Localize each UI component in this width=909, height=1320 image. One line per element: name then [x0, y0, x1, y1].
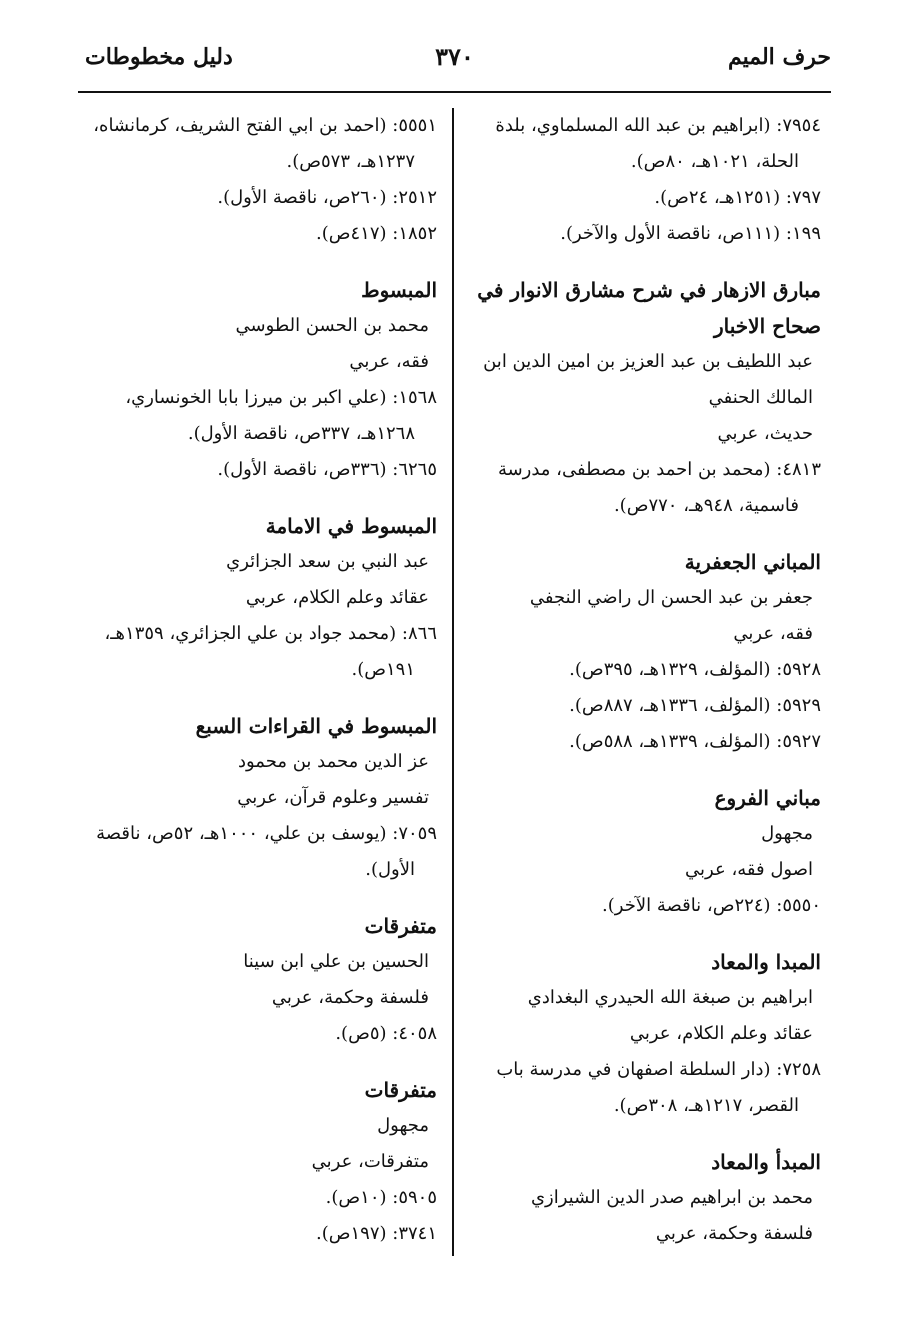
manuscript-copy: ٥٩٢٩: (المؤلف، ١٣٣٦هـ، ٨٨٧ص). [569, 695, 821, 716]
entry-title: متفرقات [364, 914, 437, 938]
catalog-entry [476, 272, 821, 524]
entry-subject: متفرقات، عربي [311, 1151, 429, 1172]
entry-subject: اصول فقه، عربي [685, 859, 813, 880]
catalog-entry [82, 908, 437, 1052]
manuscript-copy: ٥٩٠٥: (١٠ص). [325, 1187, 437, 1208]
manuscript-copy: ٥٩٢٧: (المؤلف، ١٣٣٩هـ، ٥٨٨ص). [569, 731, 821, 752]
manuscript-copy: ٤٠٥٨: (٥ص). [335, 1023, 437, 1044]
entry-author: عبد النبي بن سعد الجزائري [226, 551, 429, 572]
entry-title: المبسوط [361, 278, 437, 302]
entry-title: مباني الفروع [714, 786, 821, 810]
entry-title: المبسوط في الامامة [265, 514, 437, 538]
manuscript-copy: ٧٩٧: (١٢٥١هـ، ٢٤ص). [654, 187, 821, 208]
entry-author: مجهول [761, 823, 813, 844]
manuscript-copy: ١٩٩: (١١١ص، ناقصة الأول والآخر). [560, 223, 821, 244]
entry-title: متفرقات [364, 1078, 437, 1102]
catalog-entry [476, 944, 821, 1124]
running-head-chapter: حرف الميم [727, 44, 831, 70]
catalog-entry [82, 272, 437, 488]
manuscript-copy: ٥٩٢٨: (المؤلف، ١٣٢٩هـ، ٣٩٥ص). [569, 659, 821, 680]
manuscript-copy: ١٨٥٢: (٤١٧ص). [315, 223, 437, 244]
entry-subject: عقائد وعلم الكلام، عربي [629, 1023, 813, 1044]
manuscript-copy: ٧٩٥٤: (ابراهيم بن عبد الله المسلماوي، بلدة الحلة، ١٠٢١هـ، ٨٠ص). [495, 115, 821, 172]
catalog-entry [82, 508, 437, 688]
manuscript-copy: ١٥٦٨: (علي اكبر بن ميرزا بابا الخونساري، ١٢٦٨هـ، ٣٣٧ص، ناقصة الأول). [125, 387, 437, 444]
entry-subject: تفسير وعلوم قرآن، عربي [237, 787, 429, 808]
manuscript-copy: ٢٥١٢: (٢٦٠ص، ناقصة الأول). [217, 187, 437, 208]
left-column [82, 108, 437, 1272]
entry-title: المبسوط في القراءات السبع [195, 714, 437, 738]
manuscript-copy: ٥٥٥٠: (٢٢٤ص، ناقصة الآخر). [602, 895, 821, 916]
right-column [476, 108, 821, 1272]
manuscript-copy: ٨٦٦: (محمد جواد بن علي الجزائري، ١٣٥٩هـ، ١٩١ص). [104, 623, 437, 680]
entry-title: المبدا والمعاد [711, 950, 821, 974]
entry-author: محمد بن ابراهيم صدر الدين الشيرازي [530, 1187, 813, 1208]
entry-author: عبد اللطيف بن عبد العزيز بن امين الدين ابن المالك الحنفي [483, 351, 813, 408]
entry-subject: فلسفة وحكمة، عربي [655, 1223, 813, 1244]
entry-subject: عقائد وعلم الكلام، عربي [245, 587, 429, 608]
catalog-entry [82, 708, 437, 888]
catalog-entry [476, 544, 821, 760]
running-head-book: دليل مخطوطات [85, 44, 233, 70]
column-divider [452, 108, 454, 1256]
catalog-entry [476, 108, 821, 252]
entry-author: الحسين بن علي ابن سينا [243, 951, 429, 972]
catalog-entry [476, 780, 821, 924]
manuscript-copy: ٣٧٤١: (١٩٧ص). [315, 1223, 437, 1244]
manuscript-copy: ٧٢٥٨: (دار السلطة اصفهان في مدرسة باب القصر، ١٢١٧هـ، ٣٠٨ص). [496, 1059, 821, 1116]
catalog-entry [82, 1072, 437, 1252]
manuscript-copy: ٥٥٥١: (احمد بن ابي الفتح الشريف، كرمانشاه، ١٢٣٧هـ، ٥٧٣ص). [93, 115, 437, 172]
entry-author: ابراهيم بن صبغة الله الحيدري البغدادي [527, 987, 813, 1008]
entry-subject: حديث، عربي [717, 423, 813, 444]
entry-subject: فقه، عربي [349, 351, 429, 372]
manuscript-copy: ٦٢٦٥: (٣٣٦ص، ناقصة الأول). [217, 459, 437, 480]
page-number: ٣٧٠ [435, 42, 474, 71]
catalog-entry [82, 108, 437, 252]
entry-author: محمد بن الحسن الطوسي [235, 315, 429, 336]
entry-title: مبارق الازهار في شرح مشارق الانوار في صحاح الاخبار [477, 278, 821, 338]
entry-author: مجهول [377, 1115, 429, 1136]
entry-author: جعفر بن عبد الحسن ال راضي النجفي [529, 587, 813, 608]
manuscript-copy: ٧٠٥٩: (يوسف بن علي، ١٠٠٠هـ، ٥٢ص، ناقصة الأول). [96, 823, 437, 880]
entry-subject: فقه، عربي [733, 623, 813, 644]
manuscript-copy: ٤٨١٣: (محمد بن احمد بن مصطفى، مدرسة فاسمية، ٩٤٨هـ، ٧٧٠ص). [497, 459, 821, 516]
entry-title: المباني الجعفرية [684, 550, 821, 574]
entry-author: عز الدين محمد بن محمود [237, 751, 429, 772]
entry-subject: فلسفة وحكمة، عربي [271, 987, 429, 1008]
header-rule [78, 91, 831, 93]
entry-title: المبدأ والمعاد [711, 1150, 821, 1174]
catalog-entry [476, 1144, 821, 1252]
